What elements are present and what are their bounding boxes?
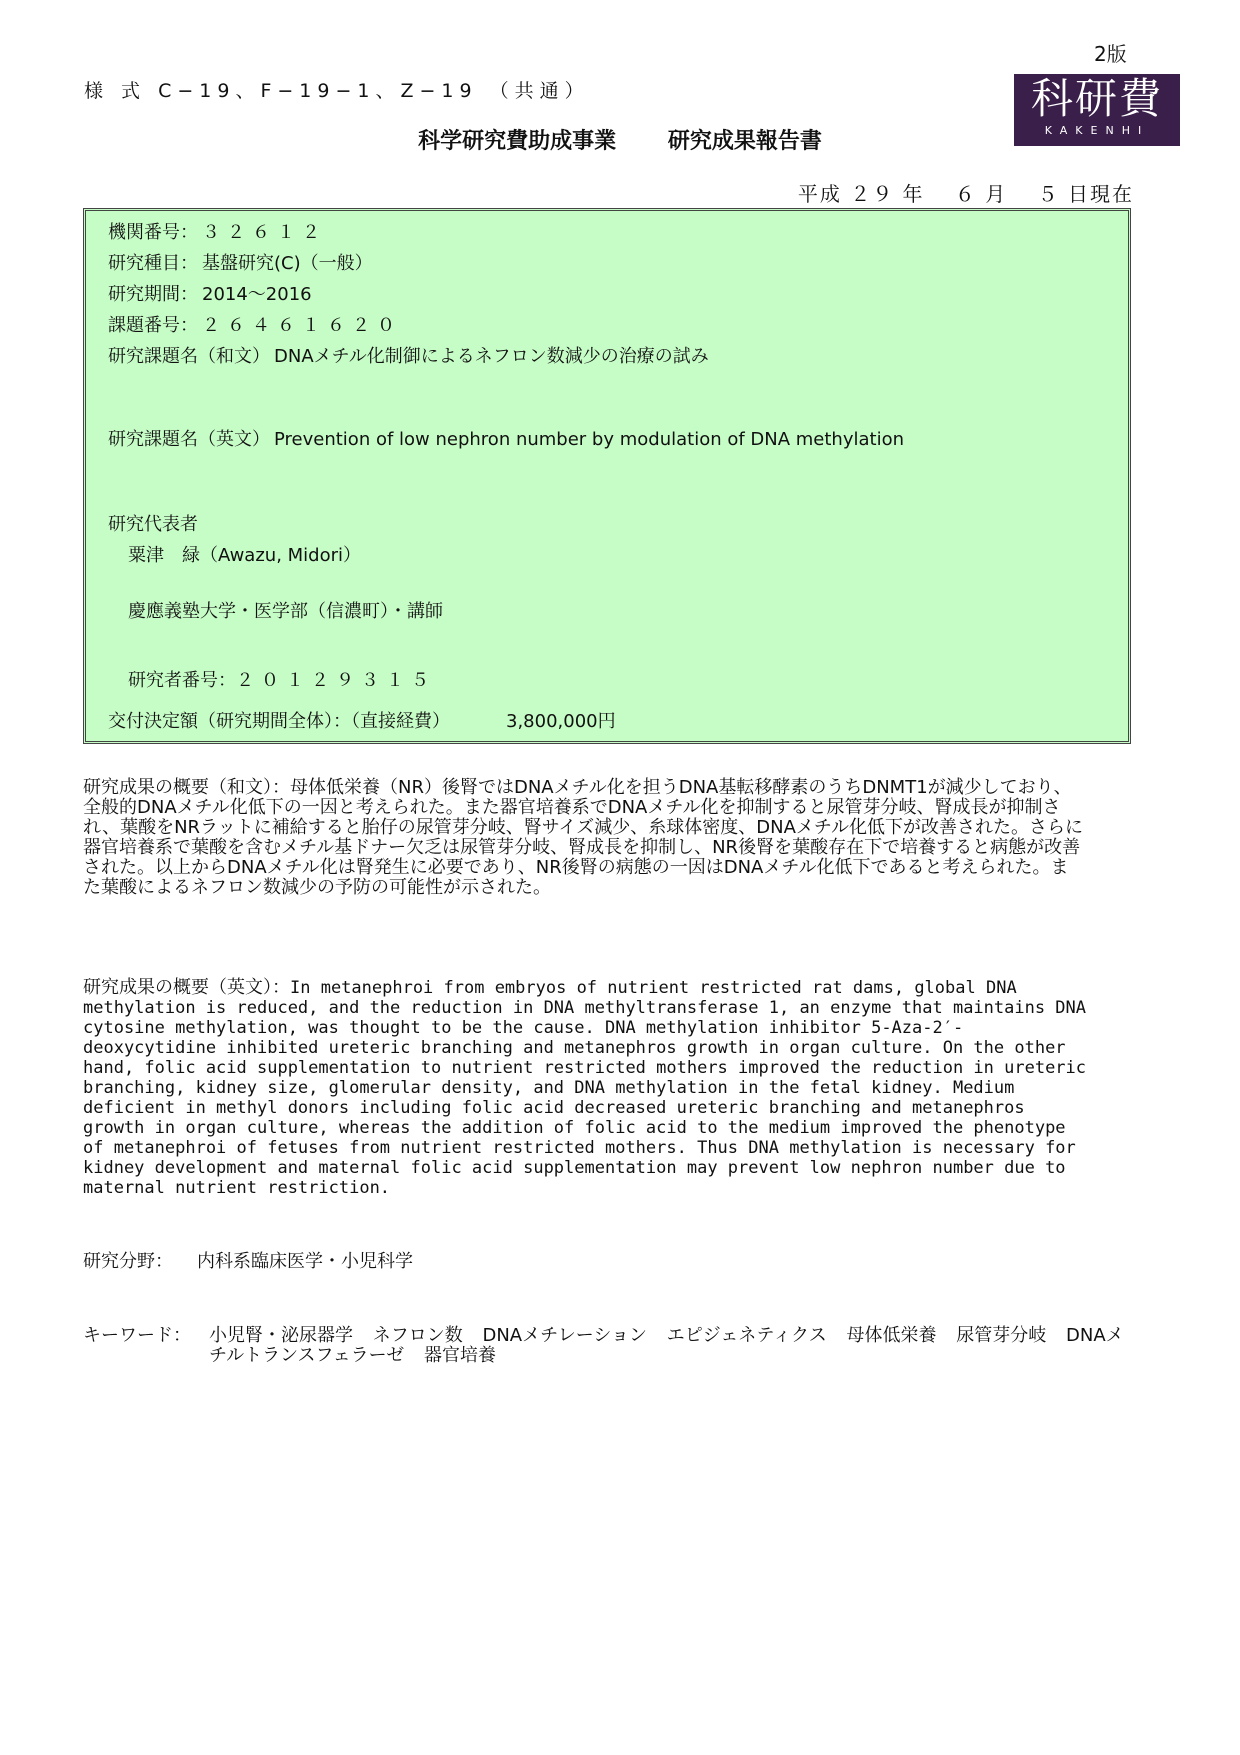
- title-right: 研究成果報告書: [667, 129, 822, 154]
- project-number-row: [108, 311, 402, 337]
- field-value: 内科系臨床医学・小児科学: [197, 1251, 413, 1272]
- keyword-item: DNAメチレーション: [482, 1325, 648, 1346]
- title-left: 科学研究費助成事業: [418, 129, 617, 154]
- abstract-en: [83, 978, 1093, 1198]
- keyword-item: DNAメチルトランスフェラーゼ: [209, 1325, 1124, 1366]
- abstract-ja-label: 研究成果の概要（和文）：: [83, 777, 290, 798]
- category-label: 研究種目：: [108, 253, 198, 274]
- researcher-number-row: [128, 666, 436, 692]
- logo-kanji: 科研費: [1030, 74, 1163, 123]
- abstract-ja-text: 母体低栄養（NR）後腎ではDNAメチル化を担うDNA基転移酵素のうちDNMT1が減少しており、全般的DNAメチル化低下の一因と考えられた。また器官培養系でDNAメチル化を抑制すると尿管芽分岐、腎成長が抑制され、葉酸をNRラットに補給すると胎仔の尿管芽分岐、腎サイズ減少、糸球体密度、DNAメチル化低下が改善された。さらに器官培養系で葉酸を含むメチル基ドナー欠乏は尿管芽分岐、腎成長を抑制し、NR後腎を葉酸存在下で培養すると病態が改善された。以上からDNAメチル化は腎発生に必要であり、NR後腎の病態の一因はDNAメチル化低下であると考えられた。また葉酸によるネフロン数減少の予防の可能性が示された。: [83, 777, 1083, 898]
- keyword-list: [209, 1326, 1129, 1366]
- title-en-row: [108, 425, 904, 451]
- institution-label: 機関番号：: [108, 222, 198, 243]
- project-info-box: [83, 208, 1131, 744]
- keyword-item: 器官培養: [424, 1345, 497, 1366]
- keyword-item: ネフロン数: [372, 1325, 463, 1346]
- keywords: [83, 1326, 1129, 1366]
- researcher-number-label: 研究者番号：: [128, 670, 236, 691]
- keywords-label: キーワード：: [83, 1325, 191, 1346]
- period-label: 研究期間：: [108, 284, 198, 305]
- logo-latin: KAKENHI: [1044, 124, 1150, 137]
- grant-row: [108, 707, 616, 733]
- title-ja-label: 研究課題名（和文）: [108, 346, 270, 367]
- title-ja-value: DNAメチル化制御によるネフロン数減少の治療の試み: [274, 346, 709, 367]
- period-row: [108, 280, 312, 306]
- project-number-value: ２６４６１６２０: [202, 315, 402, 336]
- abstract-en-label: 研究成果の概要（英文）：: [83, 977, 290, 998]
- form-code: 様 式 C−19、F−19−1、Z−19 （共通）: [84, 80, 590, 102]
- keyword-item: 尿管芽分岐: [956, 1325, 1047, 1346]
- keyword-item: 母体低栄養: [846, 1325, 937, 1346]
- institution-number: ３２６１２: [202, 222, 327, 243]
- report-date: 平成 ２９ 年 ６ 月 ５ 日現在: [797, 182, 1134, 206]
- research-field: [83, 1252, 413, 1272]
- edition-label: 2版: [1094, 42, 1127, 66]
- abstract-en-text: In metanephroi from embryos of nutrient restricted rat dams, global DNA methylation is reduced, and the reduction in DNA methyltransferase 1, an enzyme that maintains DNA cytosine methylation, was thought to be the cause. DNA methylation inhibitor 5-Aza-2′-deoxycytidine inhibited ureteric branching and metanephros growth in organ culture. On the other hand, folic acid supplementation to nutrient restricted mothers improved the reduction in ureteric branching, kidney size, glomerular density, and DNA methylation in the fetal kidney. Medium deficient in methyl donors including folic acid decreased ureteric branching and metanephros growth in organ culture, whereas the addition of folic acid to the medium improved the phenotype of metanephroi of fetuses from nutrient restricted mothers. Thus DNA methylation is necessary for kidney development and maternal folic acid supplementation may prevent low nephron number due to maternal nutrient restriction.: [83, 978, 1087, 1198]
- project-number-label: 課題番号：: [108, 315, 198, 336]
- title-en-value: Prevention of low nephron number by modulation of DNA methylation: [274, 429, 904, 450]
- title-en-label: 研究課題名（英文）: [108, 429, 270, 450]
- pi-affiliation: 慶應義塾大学・医学部（信濃町）・講師: [128, 601, 443, 622]
- period-value: 2014～2016: [202, 284, 312, 305]
- pi-label: 研究代表者: [108, 514, 198, 535]
- keyword-item: エピジェネティクス: [666, 1325, 827, 1346]
- field-label: 研究分野：: [83, 1251, 173, 1272]
- institution-row: [108, 218, 327, 244]
- keyword-item: 小児腎・泌尿器学: [209, 1325, 353, 1346]
- abstract-ja: [83, 778, 1083, 898]
- category-value: 基盤研究(C)（一般）: [202, 253, 373, 274]
- grant-label: 交付決定額（研究期間全体）：（直接経費）: [108, 711, 450, 732]
- grant-amount: 3,800,000円: [506, 711, 616, 732]
- document-title: [0, 124, 1240, 155]
- researcher-number-value: ２０１２９３１５: [236, 670, 436, 691]
- title-ja-row: [108, 342, 709, 368]
- pi-name: 粟津 緑（Awazu, Midori）: [128, 545, 362, 566]
- category-row: [108, 249, 373, 275]
